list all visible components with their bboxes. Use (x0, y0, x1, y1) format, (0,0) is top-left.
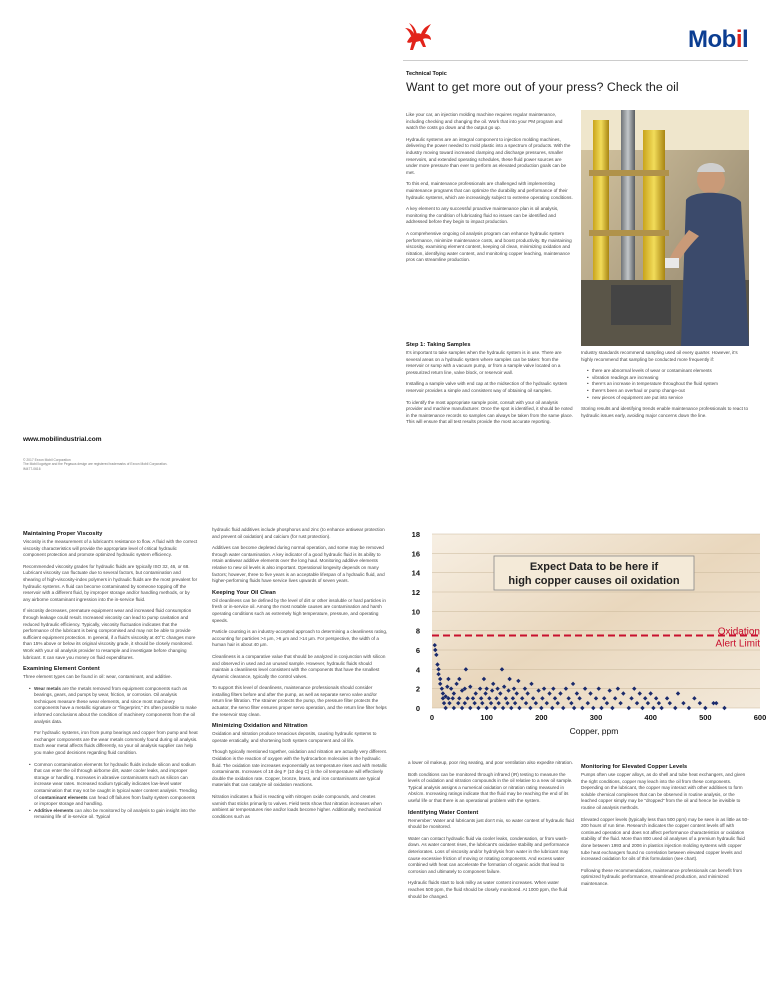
headline: Want to get more out of your press? Check the oil (406, 80, 679, 94)
kicker: Technical Topic (406, 71, 447, 77)
intro-paragraph: A comprehensive ongoing oil analysis program can enhance hydraulic system performance, minimize maintenance costs, and boost productivity. By maintaining viscosity, examining element content, keeping oil clean, minimizing oxidation and nitration, identifying water content, and monitoring copper leaching, maintenance pros can streamline production. (406, 230, 572, 263)
sampling-frequency-section (581, 350, 749, 424)
list-item: • there's an increase in temperature throughout the fluid system (587, 381, 749, 388)
water-paragraph: Remember: Water and lubricants just don't mix, so water content of hydraulic fluid should be monitored. (408, 817, 574, 830)
sampling-intro: Industry standards recommend sampling used oil every quarter. However, it's highly recommend that sampling be conducted more frequently if: (581, 350, 738, 362)
list-item: • new pieces of equipment are put into service (587, 395, 749, 402)
list-item: • vibration readings are increasing (587, 375, 749, 382)
x-tick-label: 500 (699, 713, 712, 722)
copyright-block (23, 458, 203, 471)
step1-paragraph: To identify the most appropriate sample point, consult with your oil analysis provider and machine manufacturer. Once the spot is identified, it should be noted in the maintenance records so samples can always be taken from the same place. This will ensure that all test results provide the most accurate reporting. (406, 399, 573, 425)
y-tick-labels (412, 530, 421, 713)
oxidation-paragraph: Nitration indicates a fluid is reacting with nitrogen oxide compounds, and creates varnish that sticks primarily to valves. Field tests show that nitration increases when ambient air temperatures rise and/or loads become higher. Additionally, mechanical conditions such as (212, 794, 382, 819)
technician-photo (581, 110, 749, 346)
nitration-paragraph: a lower oil makeup, poor ring seating, and poor ventilation also expedite nitration. (408, 760, 573, 765)
water-column (408, 760, 576, 905)
header-divider (403, 60, 748, 61)
y-tick-label: 14 (411, 568, 420, 578)
x-tick-label: 400 (644, 713, 657, 722)
document-code: IM477-0616 (23, 466, 41, 471)
intro-paragraph: A key element to any successful proactive maintenance plan is oil analysis, monitoring the condition of lubricating fluid so issues can be identified and addressed before they begin to impact production. (406, 206, 559, 225)
annotation-line: Expect Data to be here if (529, 561, 659, 573)
copper-column (581, 760, 749, 893)
list-item: • there are abnormal levels of wear or contaminant elements (587, 368, 749, 375)
alert-label: Alert Limit (715, 638, 760, 650)
viscosity-column (23, 527, 198, 826)
clean-paragraph: Particle counting is an industry-accepted approach to determining a cleanliness rating, accounting for particles >4 µm, >6 µm and >14 µm. For perspective, the width of a human hair is about 40 µm. (212, 629, 388, 648)
website-link[interactable]: www.mobilindustrial.com (23, 436, 102, 443)
y-tick-label: 18 (411, 530, 420, 539)
copper-heading: Monitoring for Elevated Copper Levels (581, 764, 688, 770)
oxidation-paragraph: Though typically mentioned together, oxidation and nitration are actually very different. Oxidation is the reaction of oxygen with the hydrocarbon molecules in the hydraulic fluid. The oxidation rate increases exponentially as temperature rises and with metallic contaminants. Increases of 18 deg F (10 deg C) in the oil temperature will effectively double the oxidation rate. Copper, bronze, brass, and iron contaminants are typical materials that can catalyze oil oxidation reactions. (212, 749, 388, 788)
wear-label: Wear metals (34, 685, 61, 691)
intro-paragraph: To this end, maintenance professionals are challenged with implementing maintenance programs that can optimize the durability and performance of their hydraulic systems, which are increasingly subject to extreme operating conditions. (406, 181, 573, 200)
step1-section (406, 338, 574, 431)
element-bullets (29, 686, 198, 726)
list-item (29, 686, 198, 726)
x-tick-label: 600 (753, 713, 767, 722)
contam-text: Common contamination elements for hydraulic fluids include silicon and sodium that can enter the oil through airborne dirt, water cooler leaks, and improper storage or handling. Increases in abrasive contaminants such as silicon can increase wear rates. Increased sodium typically indicates low-level water contamination that may not be caught in typical water content analysis. Trending of (34, 761, 197, 800)
water-paragraph: Water can contact hydraulic fluid via cooler leaks, condensation, or from wash-down. As water content rises, the lubricant's oxidative stability and performance deteriorates. Loss of viscosity and/or hydrolysis from water in the lubricant may cause excessive friction of moving or rotating components. And excess water combined with heat can accelerate the formation of organic acids that lead to corrosion and ultimately to component failure. (408, 835, 570, 874)
nitration-paragraph: Both conditions can be monitored through infrared (IR) testing to measure the levels of oxidation and nitration compounds in the oil relative to a new oil sample. Typical analysis assigns a numerical oxidation or nitration rating measured in Abs/cm. Increasing ratings indicate that the fluid may be reaching the end of its useful life or that there is an operational problem with the system. (408, 771, 573, 803)
cleanliness-column (212, 527, 390, 825)
clean-heading: Keeping Your Oil Clean (212, 589, 276, 596)
wear-text: are the metals removed from equipment components such as bearings, gears, and pumps by wear, friction, or corrosion. Oil analysis techniques measure these wear elements, and since most machinery components have a metallic signature or "fingerprint," it's often possible to make informed conclusions about the condition of machinery components from the oil analysis data. (34, 685, 197, 724)
copyright-line: © 2017 Exxon Mobil Corporation (23, 458, 71, 462)
x-tick-labels (430, 713, 766, 722)
mobil-logo: Mobil (688, 26, 749, 53)
clean-paragraph: Cleanliness is a comparative value that should be analyzed in conjunction with silicon and observed in used and an unused sample. However, hydraulic fluids should maintain a cleanliness level consistent with the components that have the smallest dynamic clearance, typically the control valves. (212, 653, 386, 679)
wear-paragraph: For hydraulic systems, iron from pump bearings and copper from pump and heat exchanger components are the wear metals commonly found during oil analysis. Each wear metal affects fluids differently, so your oil analysis supplier can help you make good decisions regarding fluid condition. (34, 730, 198, 756)
oxidation-heading: Minimizing Oxidation and Nitration (212, 723, 308, 730)
list-item: • there's been an overhaul or pump change-out (587, 388, 749, 395)
step1-paragraph: Installing a sample valve with end cap at the midsection of the hydraulic system reservoir provides a simple and consistent way of obtaining oil samples. (406, 381, 568, 393)
y-tick-label: 2 (415, 684, 420, 694)
element-heading: Examining Element Content (23, 666, 100, 673)
x-tick-label: 300 (589, 713, 603, 722)
sampling-bullets (587, 368, 749, 401)
x-tick-label: 0 (429, 713, 435, 722)
y-tick-label: 16 (411, 549, 420, 559)
water-paragraph: Hydraulic fluids start to look milky as water content increases. When water reaches 500 ppm, the fluid should be closely monitored. At 1000 ppm, the fluid should be changed. (408, 880, 568, 899)
x-axis-label: Copper, ppm (569, 726, 619, 736)
element-bullets-2 (29, 762, 198, 821)
x-tick-label: 200 (535, 713, 548, 722)
additive-paragraph: Additives can become depleted during normal operation, and some may be removed through water contamination. A key indicator of a good hydraulic fluid is its ability to retain antiwear additive elements over the long haul. Monitoring additive elements relative to new oil levels is also important. Operational longevity depends on many factors; however, three to five years is an acceptable lifespan of a hydraulic fluid, and higher-performing fluids have service lives upwards of seven years. (212, 545, 385, 584)
y-tick-label: 12 (411, 588, 420, 597)
contam-text-2: can head off failures from faulty system components or improper storage and handling. (34, 794, 196, 807)
copper-paragraph: Elevated copper levels (typically less than 500 ppm) may be seen in as little as 50-200 hours of run time. Research indicates the copper content levels off with continued operation and does not affect performance characteristics or oxidation stability of the fluid. More than 800 used oil analyses of a premium hydraulic fluid done between 1993 and 2006 in plastics injection molding systems with copper tube heat exchangers found no correlation between elevated copper levels and increased oxidation for oils of this formulation (see chart). (581, 816, 749, 862)
pegasus-logo-icon (403, 20, 433, 54)
viscosity-heading: Maintaining Proper Viscosity (23, 531, 103, 537)
sampling-closing: Storing results and identifying trends enable maintenance professionals to react to hydraulic issues early, avoiding major concerns down the line. (581, 406, 749, 418)
x-tick-label: 100 (480, 713, 493, 722)
additive-text: can also be monitored by oil analysis to gain insight into the remaining life of in-service oil. Typical (34, 807, 196, 820)
y-tick-label: 10 (411, 607, 420, 617)
copper-oxidation-chart (394, 528, 767, 748)
step1-heading: Step 1: Taking Samples (406, 342, 471, 348)
viscosity-paragraph: If viscosity decreases, premature equipment wear and increased fluid consumption through leakage could result. Increased viscosity can lead to pump cavitation and reduced hydraulic efficiency. Typically, viscosity fluctuation indicates that the performance of the lubricant is being compromised and may not be able to provide sufficient equipment protection. In general, if a fluid's viscosity at 40°C changes more than 15% above or below its original viscosity grade, it should be closely monitored. Work with your oil analysis provider to resample and investigate before changing lubricant. It can save you money on fluid expenditures. (23, 608, 196, 660)
list-item (29, 762, 198, 808)
viscosity-paragraph: Viscosity is the measurement of a lubricant's resistance to flow. A fluid with the correct viscosity characteristics will provide the appropriate level of critical hydraulic component protection and promote optimized hydraulic system efficiency. (23, 539, 198, 558)
y-tick-label: 4 (415, 665, 420, 675)
water-heading: Identifying Water Content (408, 809, 479, 816)
intro-paragraph: Like your car, an injection molding machine requires regular maintenance, including checking and changing the oil. Work that into your PM program and watch the costs go down and the output go up. (406, 112, 563, 131)
additive-paragraph: hydraulic fluid additives include phosphorus and zinc (to enhance antiwear protection and prevent oil oxidation) and calcium (for rust protection). (212, 527, 385, 539)
step1-paragraph: It's important to take samples when the hydraulic system is in use. There are several areas on a hydraulic system where samples can be taken: from the reservoir or sump with a vacuum pump, or from a sample valve located on a pressurized return line, valve block, or reservoir wall. (406, 350, 562, 375)
viscosity-paragraph: Recommended viscosity grades for hydraulic fluids are typically ISO 32, 46, or 68. Lubricant viscosity can fluctuate due to several factors, but contamination and shearing of high-viscosity-index polymers in hydraulic fluids are the most prevalent for hydraulic systems. A fluid can become contaminated by someone topping off the reservoir with a different fluid, by improper storage and/or handling methods, or by any airborne contaminant ingression into the in-service fluid. (23, 563, 198, 602)
oxidation-paragraph: Oxidation and nitration produce tenacious deposits, causing hydraulic systems to operate erratically, and shortening both system component and oil life. (212, 731, 377, 743)
element-intro: Three element types can be found in oil: wear, contaminant, and additive. (23, 674, 172, 680)
clean-paragraph: Oil cleanliness can be defined by the level of dirt or other insoluble or hard particles in fresh or in-service oil. Among the most notable causes are contamination and harsh operating conditions such as extremely high temperature, pressure, and operating speeds. (212, 597, 386, 623)
alert-label: Oxidation (717, 626, 760, 638)
copper-paragraph: Pumps often use copper alloys, as do shell and tube heat exchangers, and given the right conditions, copper may leach into the oil from these components. Depending on the lubricant, the copper may interact with other additives to form soluble chemical complexes that can be observed in routine analysis, or the leached copper simply may be "dropped" from the oil and hence be invisible to routine oil analysis methods. (581, 772, 746, 810)
trademark-line: The Mobil logotype and the Pegasus design are registered trademarks of Exxon Mobil Corporation. (23, 462, 168, 467)
annotation-line: high copper causes oil oxidation (508, 575, 680, 587)
additive-label: Additive elements (34, 807, 74, 813)
list-item (29, 808, 198, 821)
y-tick-label: 6 (415, 646, 420, 655)
intro-paragraph: Hydraulic systems are an integral component to injection molding machines, delivering the power needed to mold plastic into a spectrum of products. With the industry moving toward increased clamping and discharge pressures, smaller reservoirs, and extended operating schedules, these fluid power sources are under more pressure than ever to perform as elevated production goals can be met. (406, 136, 571, 175)
y-tick-label: 8 (415, 626, 420, 636)
intro-column (406, 112, 574, 269)
contam-label: contaminant elements (39, 794, 88, 800)
y-tick-label: 0 (415, 704, 420, 713)
copper-paragraph: Following these recommendations, maintenance professionals can benefit from optimized hydraulic performance, streamlined production, and minimized maintenance. (581, 867, 743, 886)
clean-paragraph: To support this level of cleanliness, maintenance professionals should consider installing filters before and after the pump, as well as separate servo valve and/or return line filtration. The strainer protects the pump, the pressure filter protects the actuator, the servo filter ensures proper servo operation, and the return line filter helps the reservoir stay clean. (212, 685, 387, 717)
